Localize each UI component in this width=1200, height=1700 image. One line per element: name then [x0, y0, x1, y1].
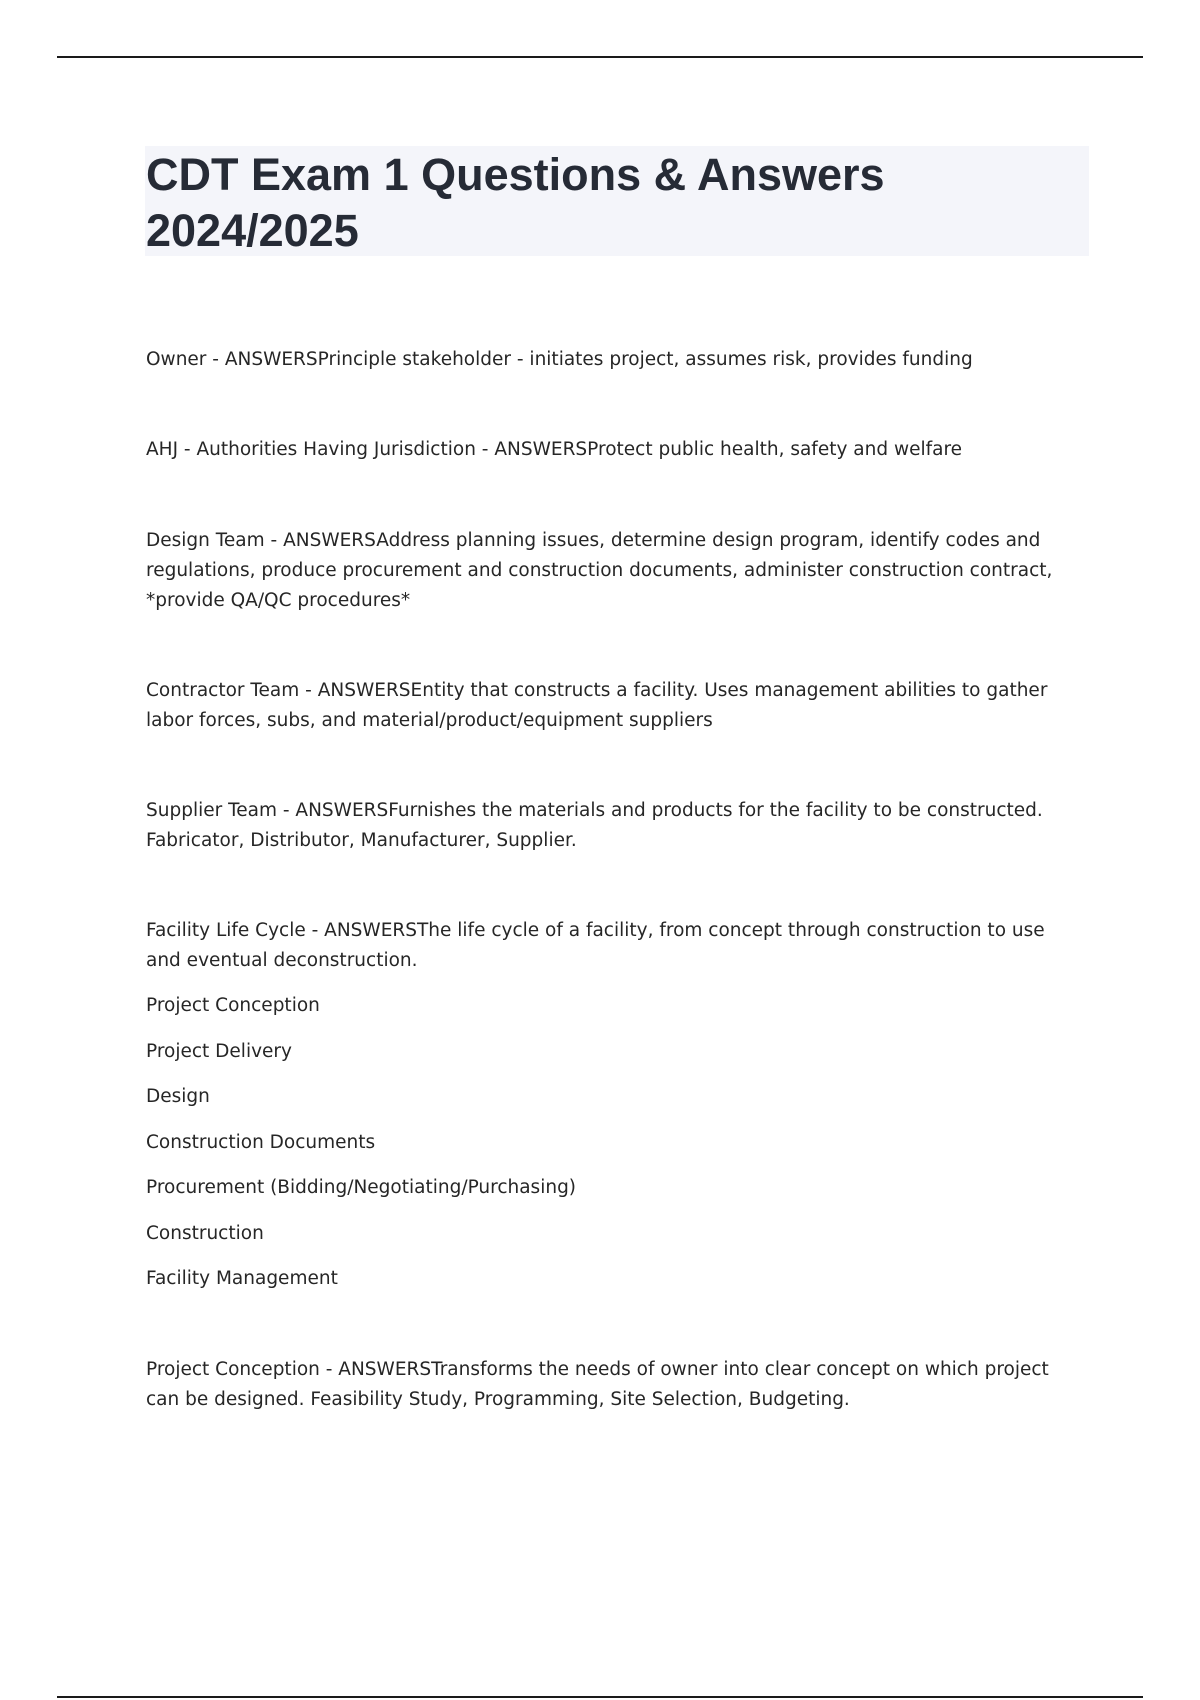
life-cycle-phase: Construction Documents [146, 1132, 376, 1153]
top-rule [57, 56, 1143, 58]
qa-entry-contractor-team: Contractor Team - ANSWERSEntity that constructs a facility. Uses management abilities to gather labor forces, subs, and material/product/equipment suppliers [146, 680, 1048, 731]
qa-entry-facility-life-cycle: Facility Life Cycle - ANSWERSThe life cycle of a facility, from concept through construction to use and eventual deconstruction. [146, 920, 1045, 971]
page-title: CDT Exam 1 Questions & Answers 2024/2025 [146, 149, 885, 256]
life-cycle-phase: Construction [146, 1223, 264, 1244]
life-cycle-phase: Facility Management [146, 1268, 338, 1289]
qa-entry-ahj: AHJ - Authorities Having Jurisdiction - ANSWERSProtect public health, safety and welfare [146, 439, 963, 460]
bottom-rule [57, 1696, 1143, 1698]
life-cycle-phase: Procurement (Bidding/Negotiating/Purchasing) [146, 1177, 577, 1198]
qa-entry-supplier-team: Supplier Team - ANSWERSFurnishes the materials and products for the facility to be constructed. Fabricator, Distributor, Manufacturer, Supplier. [146, 800, 1043, 851]
life-cycle-phase: Design [146, 1086, 210, 1107]
life-cycle-phase: Project Conception [146, 995, 320, 1016]
qa-entry-owner: Owner - ANSWERSPrinciple stakeholder - initiates project, assumes risk, provides funding [146, 349, 973, 370]
life-cycle-phase: Project Delivery [146, 1041, 292, 1062]
qa-entry-project-conception: Project Conception - ANSWERSTransforms the needs of owner into clear concept on which project can be designed. Feasibility Study, Programming, Site Selection, Budgeting. [146, 1359, 1049, 1410]
qa-entry-design-team: Design Team - ANSWERSAddress planning issues, determine design program, identify codes and regulations, produce procurement and construction documents, administer construction contract, *provide QA/QC procedures* [146, 530, 1053, 611]
